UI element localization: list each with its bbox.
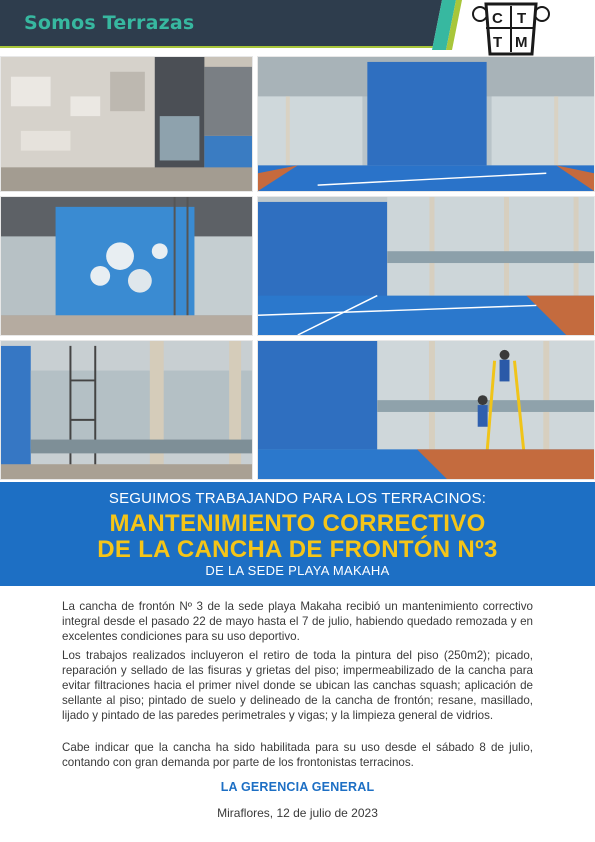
photo-wall-before	[0, 56, 253, 192]
header-title: Somos Terrazas	[24, 12, 195, 34]
logo-badge-icon	[432, 0, 595, 62]
photo-court-finished	[257, 56, 595, 192]
photo-court-blue-floor	[257, 196, 595, 336]
photo-scaffold-glass	[0, 340, 253, 480]
logo-letter-1: C	[492, 10, 503, 27]
banner-title-line1: MANTENIMIENTO CORRECTIVO	[109, 510, 486, 537]
signature: LA GERENCIA GENERAL	[220, 780, 375, 794]
headline-banner	[0, 482, 595, 586]
dateline: Miraflores, 12 de julio de 2023	[217, 806, 378, 820]
photo-wall-repair	[0, 196, 253, 336]
logo-letter-2: T	[517, 10, 527, 27]
banner-kicker: SEGUIMOS TRABAJANDO PARA LOS TERRACINOS:	[108, 490, 487, 507]
club-logo	[432, 0, 595, 62]
logo-letter-4: M	[515, 34, 528, 51]
banner-title-line2: DE LA CANCHA DE FRONTÓN Nº3	[97, 536, 498, 563]
banner-subtitle: DE LA SEDE PLAYA MAKAHA	[205, 563, 390, 578]
photo-workers-ladder	[257, 340, 595, 480]
logo-letter-3: T	[493, 34, 503, 51]
body-paragraph-3: Cabe indicar que la cancha ha sido habilitada para su uso desde el sábado 8 de julio, contando con gran demanda por parte de los frontonistas terracinos.	[62, 741, 533, 769]
body-paragraph-1: La cancha de frontón Nº 3 de la sede playa Makaha recibió un mantenimiento correctivo integral desde el pasado 22 de mayo hasta el 7 de julio, habiendo quedado remozada y en excelentes condiciones para su uso deportivo.	[62, 600, 533, 643]
body-paragraph-2: Los trabajos realizados incluyeron el retiro de toda la pintura del piso (250m2); picado, reparación y sellado de las fisuras y grietas del piso; impermeabilizado de la cancha para evitar filtraciones hacia el primer nivel donde se ubican las canchas squash; aplicación de sellante al piso; pintado de suelo y delineado de la cancha de frontón; resane, masillado, lijado y pintado de las paredes perimetrales y vigas; y la limpieza general de vidrios.	[62, 649, 533, 722]
